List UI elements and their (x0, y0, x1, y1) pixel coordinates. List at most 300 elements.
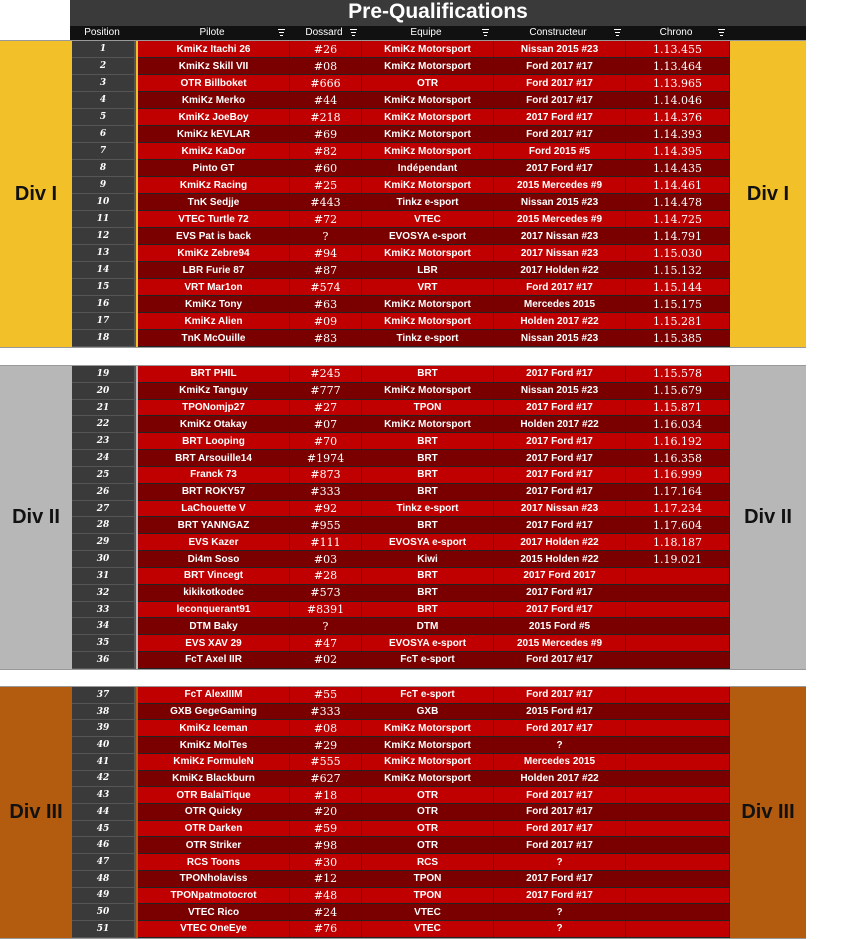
cell-equipe[interactable]: EVOSYA e-sport (362, 534, 494, 551)
cell-dossard[interactable]: #03 (290, 551, 362, 568)
cell-pos[interactable]: 23 (72, 433, 136, 450)
cell-chrono[interactable]: 1.15.679 (626, 383, 730, 400)
cell-dossard[interactable]: #666 (290, 75, 362, 92)
table-row[interactable] (72, 41, 730, 58)
cell-pilote[interactable]: KmiKz Iceman (138, 720, 290, 737)
cell-dossard[interactable]: #245 (290, 366, 362, 383)
cell-chrono[interactable]: 1.13.455 (626, 41, 730, 58)
cell-chrono[interactable]: 1.15.578 (626, 366, 730, 383)
cell-dossard[interactable]: #218 (290, 109, 362, 126)
cell-equipe[interactable]: KmiKz Motorsport (362, 143, 494, 160)
table-row[interactable] (72, 585, 730, 602)
cell-pilote[interactable]: RCS Toons (138, 854, 290, 871)
cell-pos[interactable]: 1 (72, 41, 136, 58)
cell-dossard[interactable]: #18 (290, 787, 362, 804)
cell-equipe[interactable]: OTR (362, 75, 494, 92)
cell-pos[interactable]: 31 (72, 568, 136, 585)
cell-equipe[interactable]: Tinkz e-sport (362, 194, 494, 211)
cell-constructeur[interactable]: 2015 Holden #22 (494, 551, 626, 568)
cell-chrono[interactable]: 1.15.871 (626, 400, 730, 417)
cell-pilote[interactable]: KmiKz Racing (138, 177, 290, 194)
cell-equipe[interactable]: BRT (362, 467, 494, 484)
cell-constructeur[interactable]: 2015 Mercedes #9 (494, 177, 626, 194)
cell-pos[interactable]: 28 (72, 517, 136, 534)
cell-constructeur[interactable]: ? (494, 854, 626, 871)
cell-chrono[interactable]: 1.13.464 (626, 58, 730, 75)
table-row[interactable] (72, 602, 730, 619)
cell-dossard[interactable]: #111 (290, 534, 362, 551)
header-pilote[interactable] (136, 26, 288, 40)
cell-pos[interactable]: 35 (72, 635, 136, 652)
cell-dossard[interactable]: #70 (290, 433, 362, 450)
cell-constructeur[interactable]: 2017 Ford #17 (494, 602, 626, 619)
cell-chrono[interactable] (626, 904, 730, 921)
cell-constructeur[interactable]: 2017 Ford #17 (494, 160, 626, 177)
cell-dossard[interactable]: #443 (290, 194, 362, 211)
cell-chrono[interactable] (626, 568, 730, 585)
cell-constructeur[interactable]: Ford 2017 #17 (494, 687, 626, 704)
table-row[interactable] (72, 177, 730, 194)
cell-chrono[interactable] (626, 787, 730, 804)
cell-chrono[interactable]: 1.17.234 (626, 501, 730, 518)
cell-equipe[interactable]: LBR (362, 262, 494, 279)
cell-chrono[interactable] (626, 804, 730, 821)
cell-equipe[interactable]: KmiKz Motorsport (362, 58, 494, 75)
filter-icon[interactable] (278, 29, 285, 36)
table-row[interactable] (72, 450, 730, 467)
cell-chrono[interactable]: 1.14.395 (626, 143, 730, 160)
cell-chrono[interactable] (626, 888, 730, 905)
cell-pilote[interactable]: Pinto GT (138, 160, 290, 177)
cell-pos[interactable]: 41 (72, 754, 136, 771)
cell-equipe[interactable]: TPON (362, 888, 494, 905)
cell-pilote[interactable]: BRT Looping (138, 433, 290, 450)
table-row[interactable] (72, 313, 730, 330)
cell-chrono[interactable]: 1.15.144 (626, 279, 730, 296)
cell-dossard[interactable]: #333 (290, 704, 362, 721)
cell-pos[interactable]: 17 (72, 313, 136, 330)
cell-chrono[interactable]: 1.19.021 (626, 551, 730, 568)
cell-constructeur[interactable]: 2017 Ford #17 (494, 585, 626, 602)
cell-pilote[interactable]: BRT YANNGAZ (138, 517, 290, 534)
cell-equipe[interactable]: OTR (362, 837, 494, 854)
cell-pos[interactable]: 16 (72, 296, 136, 313)
cell-constructeur[interactable]: 2017 Nissan #23 (494, 245, 626, 262)
cell-chrono[interactable]: 1.16.358 (626, 450, 730, 467)
filter-icon[interactable] (350, 29, 357, 36)
cell-pilote[interactable]: KmiKz Zebre94 (138, 245, 290, 262)
cell-equipe[interactable]: BRT (362, 602, 494, 619)
cell-constructeur[interactable]: 2015 Ford #5 (494, 618, 626, 635)
cell-dossard[interactable]: #60 (290, 160, 362, 177)
cell-equipe[interactable]: KmiKz Motorsport (362, 771, 494, 788)
cell-equipe[interactable]: KmiKz Motorsport (362, 737, 494, 754)
cell-pos[interactable]: 24 (72, 450, 136, 467)
cell-constructeur[interactable]: 2017 Ford 2017 (494, 568, 626, 585)
table-row[interactable] (72, 618, 730, 635)
cell-dossard[interactable]: #24 (290, 904, 362, 921)
cell-equipe[interactable]: KmiKz Motorsport (362, 109, 494, 126)
table-row[interactable] (72, 194, 730, 211)
cell-pos[interactable]: 13 (72, 245, 136, 262)
cell-constructeur[interactable]: Ford 2017 #17 (494, 787, 626, 804)
cell-equipe[interactable]: FcT e-sport (362, 652, 494, 669)
table-row[interactable] (72, 143, 730, 160)
cell-chrono[interactable]: 1.15.175 (626, 296, 730, 313)
table-row[interactable] (72, 904, 730, 921)
cell-pos[interactable]: 22 (72, 416, 136, 433)
table-row[interactable] (72, 416, 730, 433)
cell-equipe[interactable]: BRT (362, 585, 494, 602)
cell-pilote[interactable]: EVS XAV 29 (138, 635, 290, 652)
cell-constructeur[interactable]: 2017 Ford #17 (494, 467, 626, 484)
header-constructeur[interactable] (492, 26, 624, 40)
table-row[interactable] (72, 635, 730, 652)
table-row[interactable] (72, 534, 730, 551)
cell-constructeur[interactable]: Ford 2017 #17 (494, 720, 626, 737)
table-row[interactable] (72, 821, 730, 838)
cell-equipe[interactable]: KmiKz Motorsport (362, 177, 494, 194)
cell-dossard[interactable]: #555 (290, 754, 362, 771)
cell-constructeur[interactable]: Holden 2017 #22 (494, 313, 626, 330)
cell-pilote[interactable]: BRT Arsouille14 (138, 450, 290, 467)
header-chrono[interactable] (624, 26, 728, 40)
table-row[interactable] (72, 568, 730, 585)
cell-dossard[interactable]: #574 (290, 279, 362, 296)
cell-dossard[interactable]: #1974 (290, 450, 362, 467)
cell-constructeur[interactable]: Nissan 2015 #23 (494, 383, 626, 400)
cell-pos[interactable]: 21 (72, 400, 136, 417)
cell-pos[interactable]: 3 (72, 75, 136, 92)
cell-equipe[interactable]: FcT e-sport (362, 687, 494, 704)
cell-dossard[interactable]: #76 (290, 921, 362, 938)
cell-constructeur[interactable]: 2017 Ford #17 (494, 484, 626, 501)
table-row[interactable] (72, 75, 730, 92)
cell-equipe[interactable]: OTR (362, 787, 494, 804)
cell-chrono[interactable] (626, 854, 730, 871)
cell-dossard[interactable]: #627 (290, 771, 362, 788)
table-row[interactable] (72, 467, 730, 484)
cell-dossard[interactable]: #69 (290, 126, 362, 143)
table-row[interactable] (72, 771, 730, 788)
cell-pilote[interactable]: KmiKz MolTes (138, 737, 290, 754)
cell-pos[interactable]: 26 (72, 484, 136, 501)
cell-equipe[interactable]: Tinkz e-sport (362, 501, 494, 518)
cell-pilote[interactable]: LBR Furie 87 (138, 262, 290, 279)
table-row[interactable] (72, 551, 730, 568)
cell-chrono[interactable]: 1.15.281 (626, 313, 730, 330)
cell-constructeur[interactable]: ? (494, 737, 626, 754)
cell-equipe[interactable]: BRT (362, 433, 494, 450)
cell-pos[interactable]: 43 (72, 787, 136, 804)
cell-dossard[interactable]: #873 (290, 467, 362, 484)
cell-constructeur[interactable]: Ford 2017 #17 (494, 279, 626, 296)
cell-chrono[interactable] (626, 871, 730, 888)
cell-chrono[interactable] (626, 837, 730, 854)
cell-constructeur[interactable]: 2017 Holden #22 (494, 534, 626, 551)
cell-pos[interactable]: 32 (72, 585, 136, 602)
cell-chrono[interactable]: 1.14.725 (626, 211, 730, 228)
cell-constructeur[interactable]: Holden 2017 #22 (494, 416, 626, 433)
cell-pos[interactable]: 40 (72, 737, 136, 754)
cell-equipe[interactable]: KmiKz Motorsport (362, 41, 494, 58)
cell-pos[interactable]: 42 (72, 771, 136, 788)
cell-pos[interactable]: 14 (72, 262, 136, 279)
cell-constructeur[interactable]: Mercedes 2015 (494, 754, 626, 771)
cell-pos[interactable]: 29 (72, 534, 136, 551)
table-row[interactable] (72, 296, 730, 313)
cell-equipe[interactable]: GXB (362, 704, 494, 721)
cell-equipe[interactable]: KmiKz Motorsport (362, 754, 494, 771)
cell-pos[interactable]: 2 (72, 58, 136, 75)
cell-dossard[interactable]: #48 (290, 888, 362, 905)
cell-constructeur[interactable]: Nissan 2015 #23 (494, 194, 626, 211)
cell-constructeur[interactable]: Nissan 2015 #23 (494, 330, 626, 347)
cell-chrono[interactable] (626, 921, 730, 938)
cell-pos[interactable]: 25 (72, 467, 136, 484)
cell-pos[interactable]: 47 (72, 854, 136, 871)
cell-chrono[interactable] (626, 754, 730, 771)
cell-equipe[interactable]: DTM (362, 618, 494, 635)
cell-pilote[interactable]: VRT Mar1on (138, 279, 290, 296)
table-row[interactable] (72, 211, 730, 228)
cell-pilote[interactable]: KmiKz kEVLAR (138, 126, 290, 143)
cell-equipe[interactable]: Tinkz e-sport (362, 330, 494, 347)
cell-pilote[interactable]: KmiKz FormuleN (138, 754, 290, 771)
table-row[interactable] (72, 787, 730, 804)
cell-pilote[interactable]: EVS Kazer (138, 534, 290, 551)
cell-chrono[interactable]: 1.18.187 (626, 534, 730, 551)
cell-pilote[interactable]: EVS Pat is back (138, 228, 290, 245)
cell-chrono[interactable] (626, 704, 730, 721)
cell-constructeur[interactable]: ? (494, 904, 626, 921)
header-dossard[interactable] (288, 26, 360, 40)
cell-dossard[interactable]: #59 (290, 821, 362, 838)
cell-equipe[interactable]: BRT (362, 366, 494, 383)
table-row[interactable] (72, 433, 730, 450)
cell-dossard[interactable]: #573 (290, 585, 362, 602)
cell-constructeur[interactable]: 2017 Ford #17 (494, 109, 626, 126)
cell-constructeur[interactable]: 2017 Ford #17 (494, 366, 626, 383)
cell-chrono[interactable]: 1.14.478 (626, 194, 730, 211)
cell-constructeur[interactable]: 2017 Ford #17 (494, 888, 626, 905)
cell-pos[interactable]: 5 (72, 109, 136, 126)
cell-chrono[interactable] (626, 821, 730, 838)
table-row[interactable] (72, 109, 730, 126)
cell-pos[interactable]: 12 (72, 228, 136, 245)
cell-pilote[interactable]: TPONomjp27 (138, 400, 290, 417)
cell-constructeur[interactable]: ? (494, 921, 626, 938)
cell-pos[interactable]: 19 (72, 366, 136, 383)
cell-pilote[interactable]: OTR Striker (138, 837, 290, 854)
cell-pilote[interactable]: VTEC Rico (138, 904, 290, 921)
cell-pos[interactable]: 34 (72, 618, 136, 635)
cell-constructeur[interactable]: Ford 2017 #17 (494, 837, 626, 854)
cell-dossard[interactable]: #20 (290, 804, 362, 821)
cell-constructeur[interactable]: Nissan 2015 #23 (494, 41, 626, 58)
cell-chrono[interactable] (626, 652, 730, 669)
table-row[interactable] (72, 92, 730, 109)
cell-pilote[interactable]: OTR Quicky (138, 804, 290, 821)
table-row[interactable] (72, 754, 730, 771)
cell-constructeur[interactable]: 2017 Ford #17 (494, 450, 626, 467)
cell-pilote[interactable]: BRT ROKY57 (138, 484, 290, 501)
cell-chrono[interactable]: 1.17.164 (626, 484, 730, 501)
cell-chrono[interactable]: 1.16.999 (626, 467, 730, 484)
cell-chrono[interactable] (626, 720, 730, 737)
filter-icon[interactable] (718, 29, 725, 36)
cell-pos[interactable]: 30 (72, 551, 136, 568)
cell-constructeur[interactable]: Ford 2017 #17 (494, 58, 626, 75)
cell-pos[interactable]: 10 (72, 194, 136, 211)
cell-constructeur[interactable]: 2017 Nissan #23 (494, 228, 626, 245)
cell-pilote[interactable]: FcT AlexIIIM (138, 687, 290, 704)
cell-dossard[interactable]: #94 (290, 245, 362, 262)
table-row[interactable] (72, 400, 730, 417)
table-row[interactable] (72, 383, 730, 400)
cell-chrono[interactable]: 1.17.604 (626, 517, 730, 534)
table-row[interactable] (72, 160, 730, 177)
cell-pos[interactable]: 50 (72, 904, 136, 921)
cell-dossard[interactable]: ? (290, 228, 362, 245)
cell-pilote[interactable]: FcT Axel IIR (138, 652, 290, 669)
table-row[interactable] (72, 871, 730, 888)
cell-chrono[interactable] (626, 737, 730, 754)
cell-chrono[interactable]: 1.16.034 (626, 416, 730, 433)
cell-pos[interactable]: 9 (72, 177, 136, 194)
cell-dossard[interactable]: ? (290, 618, 362, 635)
cell-equipe[interactable]: VTEC (362, 921, 494, 938)
cell-pilote[interactable]: OTR Billboket (138, 75, 290, 92)
cell-pilote[interactable]: KmiKz Alien (138, 313, 290, 330)
cell-dossard[interactable]: #25 (290, 177, 362, 194)
cell-equipe[interactable]: EVOSYA e-sport (362, 228, 494, 245)
cell-pilote[interactable]: KmiKz KaDor (138, 143, 290, 160)
cell-equipe[interactable]: EVOSYA e-sport (362, 635, 494, 652)
cell-pilote[interactable]: Di4m Soso (138, 551, 290, 568)
cell-dossard[interactable]: #29 (290, 737, 362, 754)
cell-chrono[interactable]: 1.16.192 (626, 433, 730, 450)
cell-equipe[interactable]: BRT (362, 517, 494, 534)
cell-pilote[interactable]: BRT Vincegt (138, 568, 290, 585)
cell-pilote[interactable]: DTM Baky (138, 618, 290, 635)
table-row[interactable] (72, 888, 730, 905)
cell-equipe[interactable]: KmiKz Motorsport (362, 720, 494, 737)
cell-constructeur[interactable]: Holden 2017 #22 (494, 771, 626, 788)
cell-equipe[interactable]: TPON (362, 400, 494, 417)
cell-pos[interactable]: 37 (72, 687, 136, 704)
table-row[interactable] (72, 366, 730, 383)
cell-pilote[interactable]: BRT PHIL (138, 366, 290, 383)
cell-constructeur[interactable]: 2015 Mercedes #9 (494, 635, 626, 652)
cell-pilote[interactable]: TnK McOuille (138, 330, 290, 347)
cell-chrono[interactable]: 1.15.385 (626, 330, 730, 347)
cell-equipe[interactable]: KmiKz Motorsport (362, 383, 494, 400)
cell-constructeur[interactable]: 2017 Nissan #23 (494, 501, 626, 518)
cell-pos[interactable]: 11 (72, 211, 136, 228)
header-equipe[interactable] (360, 26, 492, 40)
cell-constructeur[interactable]: Ford 2017 #17 (494, 92, 626, 109)
cell-constructeur[interactable]: Ford 2017 #17 (494, 804, 626, 821)
cell-dossard[interactable]: #12 (290, 871, 362, 888)
cell-chrono[interactable] (626, 585, 730, 602)
table-row[interactable] (72, 262, 730, 279)
cell-equipe[interactable]: KmiKz Motorsport (362, 92, 494, 109)
cell-chrono[interactable]: 1.14.461 (626, 177, 730, 194)
cell-equipe[interactable]: BRT (362, 450, 494, 467)
cell-pos[interactable]: 49 (72, 888, 136, 905)
cell-pos[interactable]: 46 (72, 837, 136, 854)
cell-dossard[interactable]: #02 (290, 652, 362, 669)
cell-dossard[interactable]: #07 (290, 416, 362, 433)
cell-dossard[interactable]: #09 (290, 313, 362, 330)
cell-dossard[interactable]: #55 (290, 687, 362, 704)
cell-chrono[interactable]: 1.14.046 (626, 92, 730, 109)
cell-constructeur[interactable]: Ford 2017 #17 (494, 75, 626, 92)
cell-chrono[interactable] (626, 635, 730, 652)
filter-icon[interactable] (614, 29, 621, 36)
cell-pilote[interactable]: VTEC OneEye (138, 921, 290, 938)
cell-equipe[interactable]: KmiKz Motorsport (362, 416, 494, 433)
cell-equipe[interactable]: OTR (362, 821, 494, 838)
cell-equipe[interactable]: KmiKz Motorsport (362, 245, 494, 262)
cell-constructeur[interactable]: Ford 2017 #17 (494, 652, 626, 669)
cell-dossard[interactable]: #955 (290, 517, 362, 534)
cell-pos[interactable]: 15 (72, 279, 136, 296)
table-row[interactable] (72, 837, 730, 854)
cell-pilote[interactable]: KmiKz Merko (138, 92, 290, 109)
table-row[interactable] (72, 804, 730, 821)
table-row[interactable] (72, 501, 730, 518)
cell-chrono[interactable]: 1.14.435 (626, 160, 730, 177)
cell-pos[interactable]: 4 (72, 92, 136, 109)
cell-constructeur[interactable]: Ford 2017 #17 (494, 126, 626, 143)
cell-pos[interactable]: 45 (72, 821, 136, 838)
cell-constructeur[interactable]: Ford 2015 #5 (494, 143, 626, 160)
cell-chrono[interactable]: 1.15.030 (626, 245, 730, 262)
cell-chrono[interactable] (626, 618, 730, 635)
cell-equipe[interactable]: BRT (362, 568, 494, 585)
table-row[interactable] (72, 279, 730, 296)
table-row[interactable] (72, 687, 730, 704)
cell-equipe[interactable]: KmiKz Motorsport (362, 296, 494, 313)
cell-pos[interactable]: 36 (72, 652, 136, 669)
cell-pos[interactable]: 27 (72, 501, 136, 518)
cell-chrono[interactable] (626, 687, 730, 704)
cell-equipe[interactable]: KmiKz Motorsport (362, 313, 494, 330)
cell-pilote[interactable]: KmiKz Blackburn (138, 771, 290, 788)
cell-chrono[interactable]: 1.14.393 (626, 126, 730, 143)
cell-dossard[interactable]: #92 (290, 501, 362, 518)
cell-pos[interactable]: 20 (72, 383, 136, 400)
cell-pilote[interactable]: Franck 73 (138, 467, 290, 484)
cell-dossard[interactable]: #8391 (290, 602, 362, 619)
cell-dossard[interactable]: #87 (290, 262, 362, 279)
cell-dossard[interactable]: #08 (290, 720, 362, 737)
cell-equipe[interactable]: BRT (362, 484, 494, 501)
cell-constructeur[interactable]: Mercedes 2015 (494, 296, 626, 313)
table-row[interactable] (72, 737, 730, 754)
table-row[interactable] (72, 245, 730, 262)
cell-chrono[interactable] (626, 602, 730, 619)
cell-constructeur[interactable]: Ford 2017 #17 (494, 821, 626, 838)
cell-pos[interactable]: 48 (72, 871, 136, 888)
cell-pilote[interactable]: TPONpatmotocrot (138, 888, 290, 905)
cell-constructeur[interactable]: 2015 Mercedes #9 (494, 211, 626, 228)
cell-pilote[interactable]: kikikotkodec (138, 585, 290, 602)
cell-equipe[interactable]: Kiwi (362, 551, 494, 568)
cell-pos[interactable]: 18 (72, 330, 136, 347)
